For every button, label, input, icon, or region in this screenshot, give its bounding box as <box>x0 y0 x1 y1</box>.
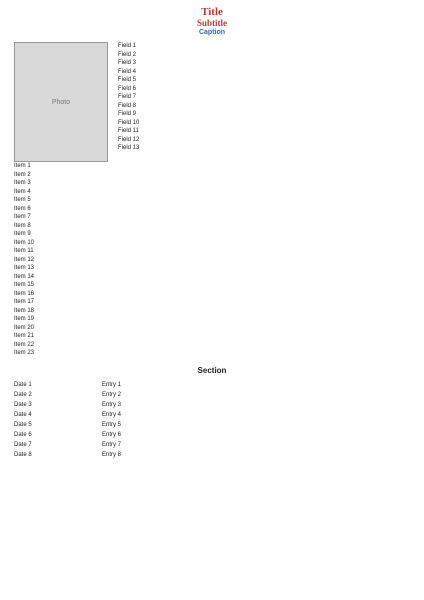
profile-field: Field 1 <box>118 43 137 49</box>
profile-field: Field 11 <box>118 128 139 134</box>
profile-field: Field 2 <box>118 51 137 58</box>
timeline-row: Date 5 Entry 5 <box>14 421 122 428</box>
details-item: Item 16 <box>14 290 35 297</box>
profile-field: Field 5 <box>118 77 137 83</box>
profile-field: Field 12 <box>118 136 140 143</box>
timeline-title: Section <box>197 365 227 375</box>
details-item: Item 10 <box>14 239 35 246</box>
details-item: Item 18 <box>14 307 35 314</box>
details-item: Item 8 <box>14 222 31 229</box>
details-item: Item 22 <box>14 341 35 348</box>
profile-field: Field 7 <box>118 94 137 100</box>
details-item: Item 2 <box>14 171 31 178</box>
details-item: Item 13 <box>14 265 35 271</box>
details-item: Item 11 <box>14 248 34 254</box>
profile-block <box>14 42 410 162</box>
timeline-row: Date 2 Entry 2 <box>14 391 122 398</box>
profile-field: Field 13 <box>118 145 140 151</box>
details-item: Item 14 <box>14 273 35 280</box>
details-item: Item 12 <box>14 256 35 263</box>
timeline-row: Date 4 Entry 4 <box>14 411 122 418</box>
details-item: Item 1 <box>14 163 31 169</box>
header-title: Title <box>201 6 223 18</box>
timeline-row: Date 3 Entry 3 <box>14 401 122 408</box>
header <box>14 6 410 38</box>
profile-field: Field 4 <box>118 68 137 75</box>
profile-field: Field 3 <box>118 60 137 66</box>
photo-label: Photo <box>51 98 71 106</box>
details-item: Item 6 <box>14 205 31 212</box>
profile-field: Field 9 <box>118 111 137 117</box>
details-item: Item 15 <box>14 282 35 288</box>
details-item: Item 17 <box>14 299 35 305</box>
details-item: Item 20 <box>14 324 35 331</box>
timeline <box>14 381 410 459</box>
details-item: Item 5 <box>14 197 31 203</box>
timeline-row: Date 7 Entry 7 <box>14 441 122 448</box>
portrait-photo <box>14 42 108 162</box>
timeline-row: Date 8 Entry 8 <box>14 451 122 458</box>
header-subtitle: Subtitle <box>196 18 227 28</box>
profile-fields <box>118 42 410 162</box>
details-item: Item 7 <box>14 214 31 220</box>
header-caption: Caption <box>198 29 226 36</box>
details-list <box>14 162 410 358</box>
profile-field: Field 6 <box>118 85 137 92</box>
details-item: Item 21 <box>14 333 35 339</box>
timeline-row: Date 6 Entry 6 <box>14 431 122 438</box>
details-item: Item 3 <box>14 180 31 186</box>
timeline-row: Date 1 Entry 1 <box>14 381 122 388</box>
profile-field: Field 10 <box>118 119 140 126</box>
details-item: Item 9 <box>14 231 31 237</box>
details-item: Item 23 <box>14 350 35 356</box>
details-item: Item 19 <box>14 316 35 322</box>
details-item: Item 4 <box>14 188 31 195</box>
profile-field: Field 8 <box>118 102 137 109</box>
